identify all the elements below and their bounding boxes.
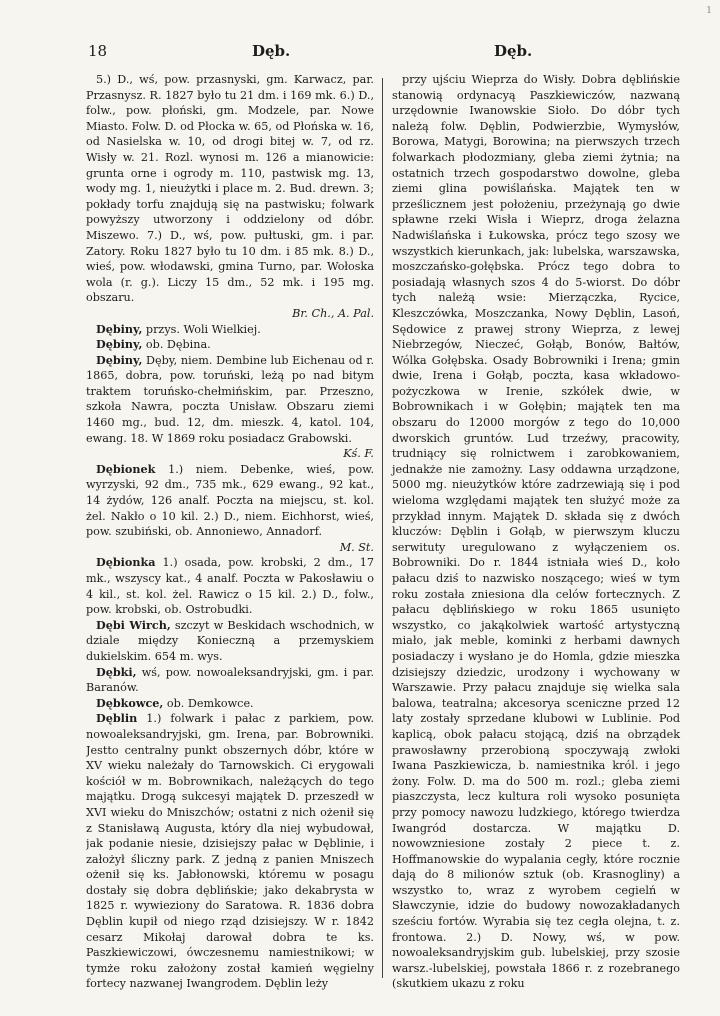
dictionary-entry bbox=[86, 555, 374, 617]
dictionary-entry bbox=[86, 462, 374, 556]
right-column bbox=[392, 72, 680, 992]
entry-text: przy ujściu Wieprza do Wisły. Dobra dęblińskie stanowią ordynacyą Paszkiewiczów, nazwaną urzędownie Iwanowskie Sioło. Do dóbr tych należą folw. Dęblin, Podwierzbie, Wymysłów, Borowa, Matygi, Borowina; na pierwszych trzech folwarkach płodozmiany, gleba ziemi żytnia; na ostatnich trzech gospodarstwo dowolne, gleba ziemi glina powiślańska. Majątek ten w prześlicznem jest położeniu, przeżynają go dwie spławne rzeki Wisła i Wieprz, droga żelazna Nadwiślańska i Łukowska, prócz tego szosy we wszystkich kierunkach, jak: lubelska, warszawska, moszczańsko-gołębska. Prócz tego dobra to posiadają własnych szos 4 do 5-wiorst. Do dóbr tych należą wsie: Mierzączka, Rycice, Kleszczówka, Moszczanka, Nowy Dęblin, Lasoń, Sędowice z prawej strony Wieprza, z lewej Niebrzegów, Nieczeć, Gołąb, Bonów, Bałtów, Wólka Gołębska. Osady Bobrowniki i Irena; gmin dwie, Irena i Gołąb, poczta, kasa wkładowo-pożyczkowa w Irenie, szkółek dwie, w Bobrownikach i w Gołębin; majątek ten ma obszaru do 12000 morgów z tego do 10,000 dworskich gruntów. Lud trzeźwy, pracowity, trudniący się rolnictwem i zarobkowaniem, jednakże nie zamożny. Lasy oddawna urządzone, 5000 mg. nieużytków które zadrzewiają się i pod wieloma względami majątek ten służyć może za przykład innym. Majątek D. składa się z dwóch kluczów: Dęblin i Gołąb, w pierwszym kluczu serwituty uregulowano z wyłączeniem os. Bobrowniki. Do r. 1844 istniała wieś D., koło pałacu dziś to nazwisko noszącego; wieś w tym roku została zniesiona dla celów fortecznych. Z pałacu dęblińskiego w roku 1865 usunięto wszystko, co jakąkolwiek wartość artystyczną miało, jak meble, kominki z herbami dawnych posiadaczy i wysłano je do Homla, gdzie mieszka dzisiejszy dziedzic, urodzony i wychowany w Warszawie. Przy pałacu znajduje się wielka sala balowa, teatralna; akcesorya sceniczne przed 12 laty zostały sprzedane klubowi w Lublinie. Pod kaplicą, obok pałacu stojącą, dziś na obrządek prawosławny przerobioną spoczywają zwłoki Iwana Paszkiewicza, b. namiestnika król. i jego żony. Folw. D. ma do 500 m. rozl.; gleba ziemi piaszczysta, lecz kultura roli wysoko posunięta przy pomocy nawozu ludzkiego, którego twierdza Iwangród dostarcza. W majątku D. nowowzniesione zostały 2 piece t. z. Hoffmanowskie do wypalania cegły, które rocznie dają do 8 milionów sztuk (ob. Krasnogliny) a wszystko to, wraz z wyrobem cegielń w Sławczynie, idzie do budowy nowozakładanych sześciu fortów. Wyrabia się tez cegła olejna, t. z. frontowa. 2.) D. Nowy, wś, w pow. nowoaleksandryjskim gub. lubelskiej, przy szosie warsz.-lubelskiej, powstała 1866 r. z rozebranego (skutkiem ukazu z roku bbox=[392, 73, 680, 991]
entry-headword: Dębkowce, bbox=[96, 695, 164, 710]
entry-headword: Dębiny, bbox=[96, 321, 143, 336]
page-header bbox=[74, 42, 694, 66]
entry-headword: Dębi Wirch, bbox=[96, 617, 171, 632]
running-head-left: Dęb. bbox=[252, 42, 291, 60]
dictionary-entry bbox=[392, 72, 680, 992]
entry-text: 1.) osada, pow. krobski, 2 dm., 17 mk., wszyscy kat., 4 analf. Poczta w Pakosławiu o 4 kil., st. kol. żel. Rawicz o 15 kil. 2.) D., folw., pow. krobski, ob. Ostrobudki. bbox=[86, 556, 374, 617]
entry-headword: Dęblin bbox=[96, 711, 138, 726]
entry-signature: Br. Ch., A. Pal. bbox=[292, 306, 374, 320]
dictionary-entry bbox=[86, 618, 374, 665]
dictionary-entry bbox=[86, 337, 374, 353]
dictionary-entry bbox=[86, 72, 374, 322]
running-head-right: Dęb. bbox=[494, 42, 533, 60]
entry-text: 1.) folwark i pałac z parkiem, pow. nowoaleksandryjski, gm. Irena, par. Bobrowniki. Jestto centralny punkt obszernych dóbr, które w XV wieku należały do Tarnowskich. Ci erygowali kościół w m. Bobrownikach, należących do tego majątku. Drogą sukcesyi majątek D. przeszedł w XVI wieku do Mniszchów; ostatni z nich ożenił się z Stanisławą Augusta, który dla niej wybudował, jak podanie niesie, dzisiejszy pałac w Dęblinie, i założył śliczny park. Z jedną z panien Mniszech ożenił się ks. Jabłonowski, któremu w posagu dostały się dobra dęblińskie; jako dekabrysta w 1825 r. wywieziony do Saratowa. R. 1836 dobra Dęblin kupił od niego rząd dzisiejszy. W r. 1842 cesarz Mikołaj darował dobra te ks. Paszkiewiczowi, ówczesnemu namiestnikowi; w tymże roku założony został kamień węgielny fortecy nazwanej Iwangrodem. Dęblin leży bbox=[86, 712, 374, 991]
corner-mark: 1 bbox=[706, 6, 712, 16]
column-divider bbox=[382, 78, 383, 978]
entry-text: Dęby, niem. Dembine lub Eichenau od r. 1865, dobra, pow. toruński, leżą po nad bitym traktem toruńsko-chełmińskim, par. Przeszno, szkoła Nawra, poczta Unisław. Obszaru ziemi 1460 mg., bud. 12, dm. mieszk. 4, katol. 104, ewang. 18. W 1869 roku posiadacz Grabowski. bbox=[86, 353, 374, 445]
dictionary-entry bbox=[86, 353, 374, 462]
dictionary-entry bbox=[86, 711, 374, 992]
entry-signature: M. St. bbox=[339, 540, 374, 554]
entry-text: ob. Dębina. bbox=[145, 338, 211, 352]
entry-text: wś, pow. nowoaleksandryjski, gm. i par. Baranów. bbox=[86, 665, 374, 695]
dictionary-entry bbox=[86, 696, 374, 712]
dictionary-entry bbox=[86, 665, 374, 696]
entry-text: przys. Woli Wielkiej. bbox=[145, 322, 261, 336]
dictionary-entry bbox=[86, 322, 374, 338]
entry-headword: Dębionek bbox=[96, 461, 156, 476]
entry-headword: Dębionka bbox=[96, 555, 156, 570]
entry-headword: Dębki, bbox=[96, 664, 137, 679]
page-number: 18 bbox=[88, 42, 108, 60]
left-column bbox=[86, 72, 374, 992]
entry-headword: Dębiny, bbox=[96, 337, 143, 352]
entry-headword: Dębiny, bbox=[96, 352, 143, 367]
entry-text: 5.) D., wś, pow. przasnyski, gm. Karwacz, par. Przasnysz. R. 1827 było tu 21 dm. i 169 mk. 6.) D., folw., pow. płoński, gm. Modzele, par. Nowe Miasto. Folw. D. od Płocka w. 65, od Płońska w. 16, od Nasielska w. 10, od drogi bitej w. 7, od rz. Wisły w. 21. Rozl. wynosi m. 126 a mianowicie: grunta orne i ogrody m. 110, pastwisk mg. 13, wody mg. 1, nieużytki i place m. 2. Bud. drewn. 3; pokłady torfu znajdują się na pastwisku; folwark powyższy utworzony i oddzielony od dóbr. Miszewo. 7.) D., wś, pow. pułtuski, gm. i par. Zatory. Roku 1827 było tu 10 dm. i 85 mk. 8.) D., wieś, pow. włodawski, gmina Turno, par. Wołoska wola (r. g.). Liczy 15 dm., 52 mk. i 195 mg. obszaru. bbox=[86, 73, 374, 305]
entry-signature: Kś. F. bbox=[343, 447, 374, 461]
entry-text: 1.) niem. Debenke, wieś, pow. wyrzyski, 92 dm., 735 mk., 629 ewang., 92 kat., 14 żydów, 126 analf. Poczta na miejscu, st. kol. żel. Nakło o 10 kil. 2.) D., niem. Eichhorst, wieś, pow. szubiński, ob. Annoniewo, Annadorf. bbox=[86, 462, 374, 539]
text-columns bbox=[86, 72, 682, 992]
entry-text: ob. Demkowce. bbox=[166, 696, 254, 710]
entry-text: szczyt w Beskidach wschodnich, w dziale między Konieczną a przemyskiem dukielskim. 654 m. wys. bbox=[86, 618, 374, 663]
